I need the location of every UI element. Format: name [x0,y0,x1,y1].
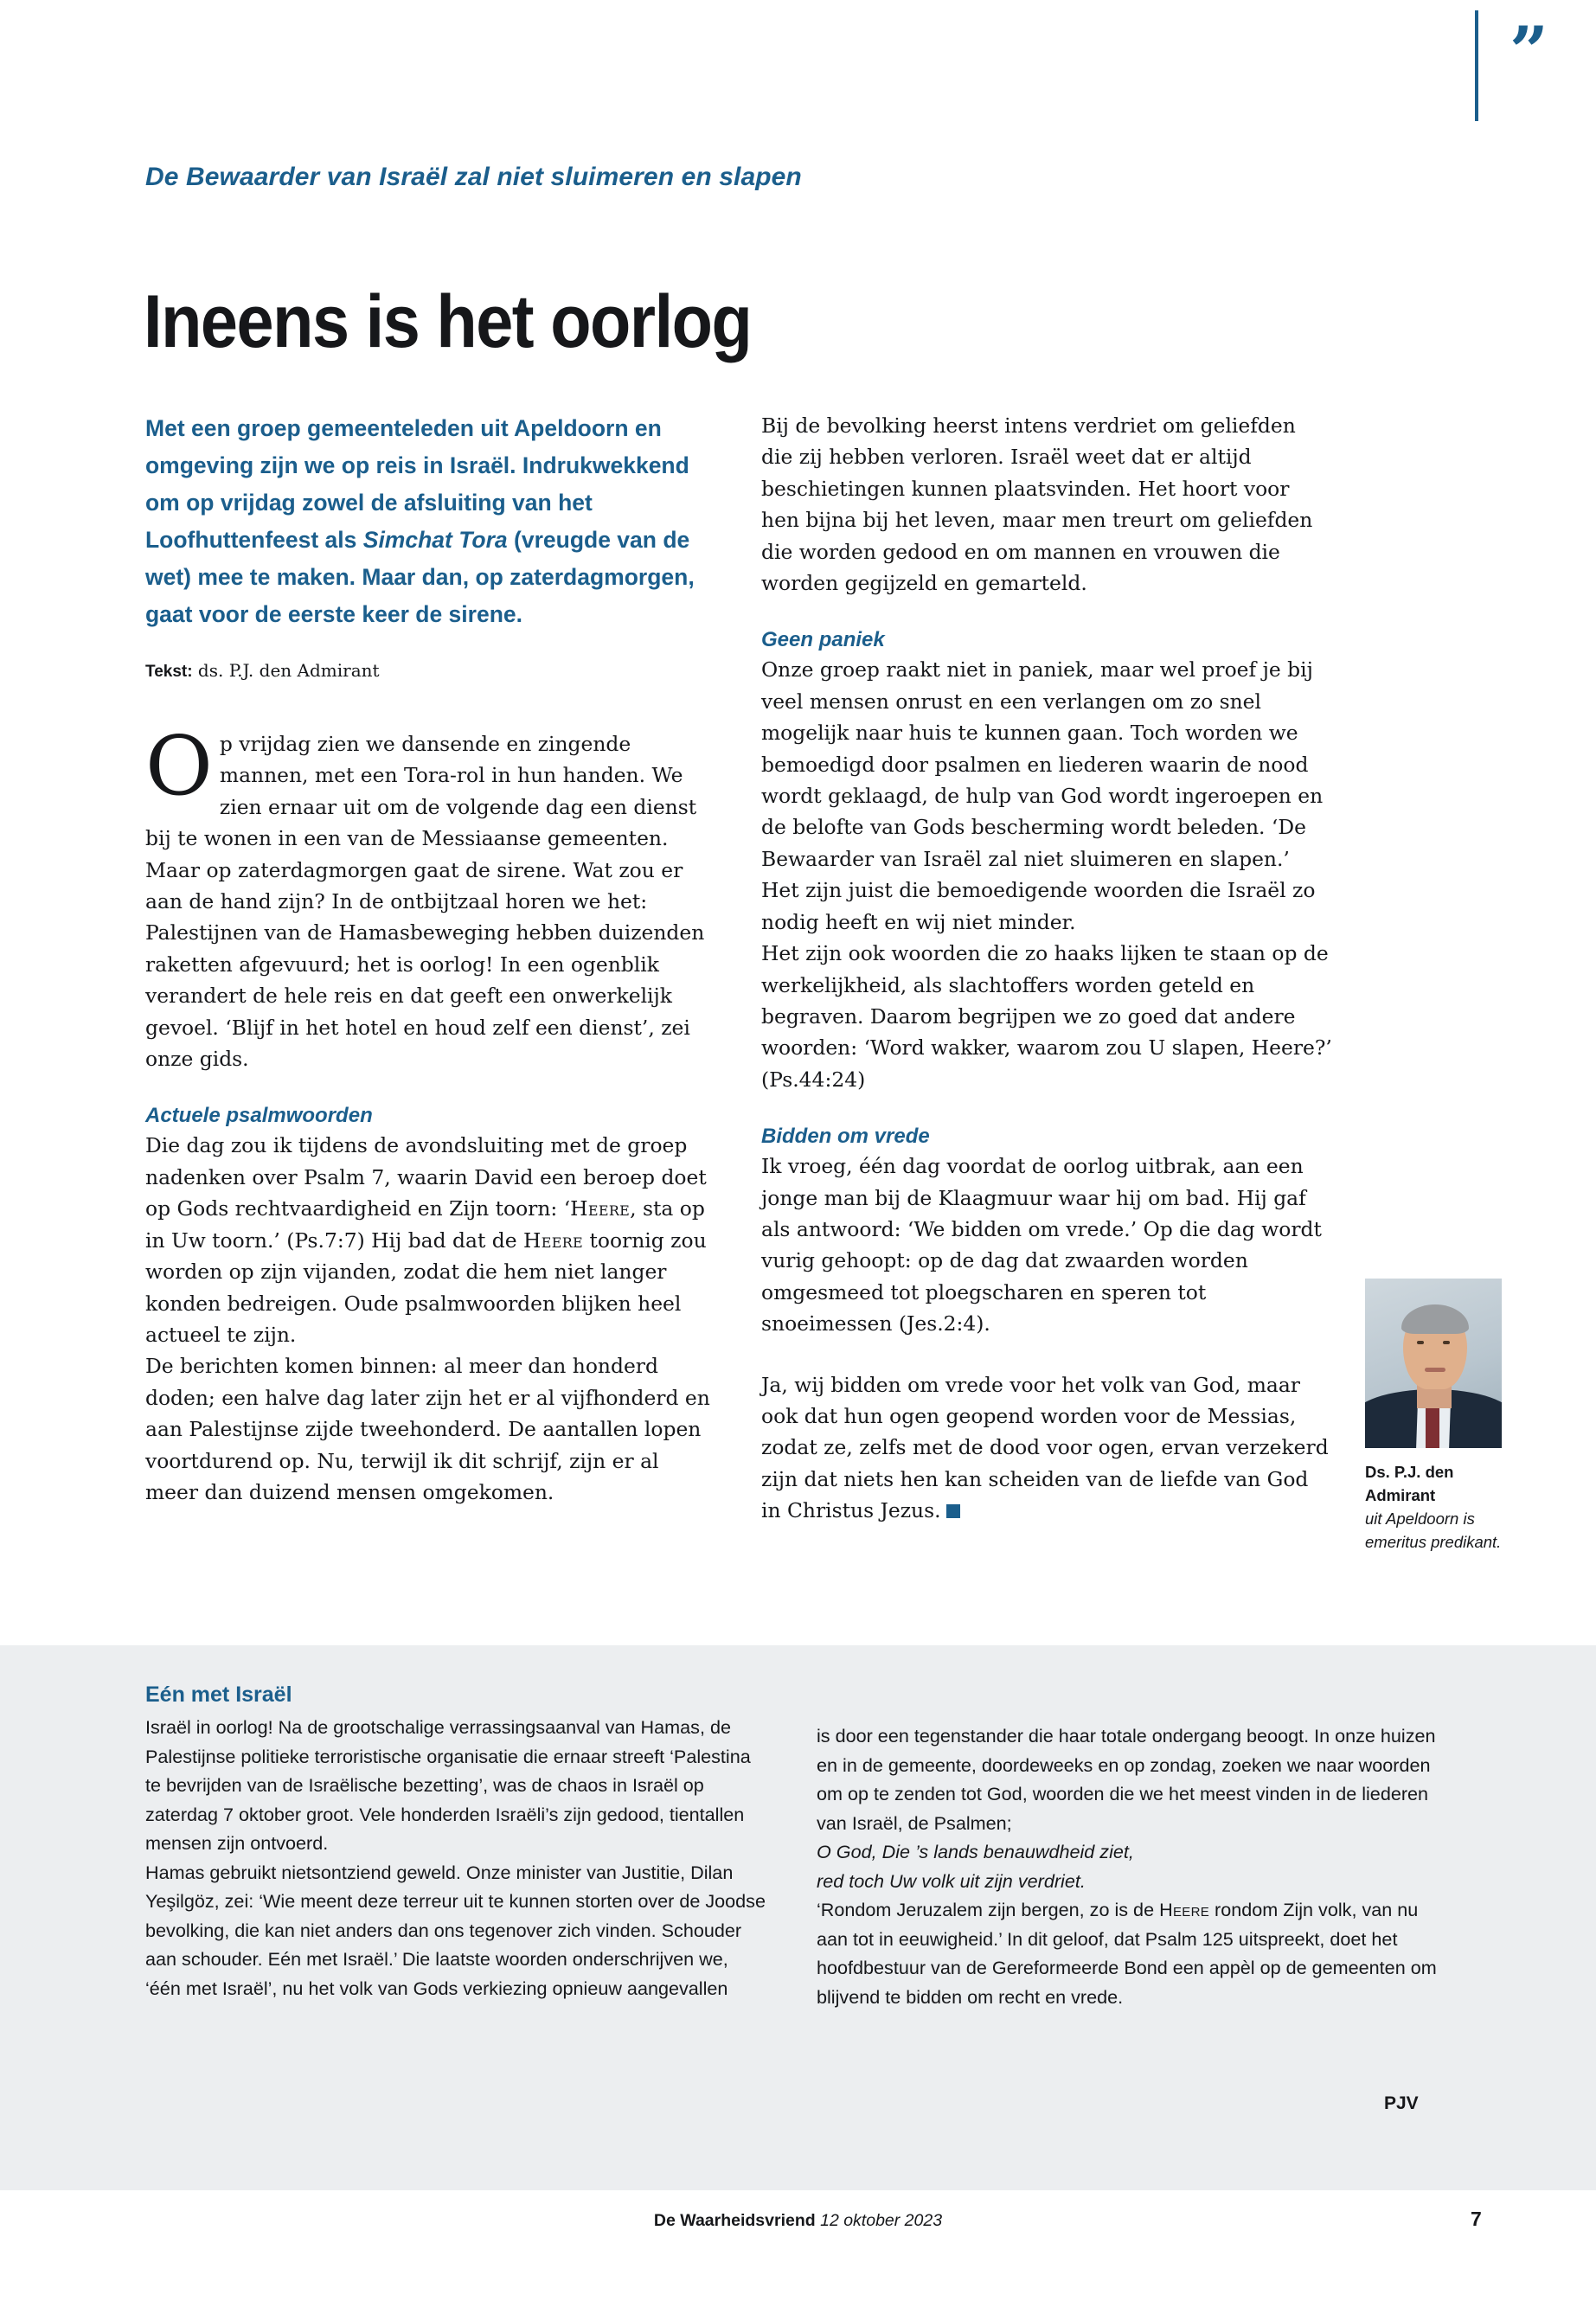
article-lead [145,410,716,633]
panel-verse-line-1: O God, Die ’s lands benauwdheid ziet, [817,1841,1134,1862]
column-left [145,410,716,1508]
paragraph-6: Het zijn ook woorden die zo haaks lijken te staan op de werkelijkheid, als slachtoffers worden geteld en begraven. Daarom begrijpen we zo goed dat andere woorden: ‘Word wakker, waarom zou U slapen, Heere?’ (Ps.44:24) [761,941,1332,1092]
paragraph-2-text-c: toornig zou worden op zijn vijanden, zodat die hem niet langer konden bedreigen. Oude psalmwoorden blijken heel actueel te zijn. [145,1227,707,1347]
author-caption [1365,1460,1510,1554]
subheading-bidden-om-vrede: Bidden om vrede [761,1125,930,1149]
paragraph-8-text: Ja, wij bidden om vrede voor het volk van God, maar ook dat hun ogen geopend worden voor de Messias, zodat ze, zelfs met de dood voor ogen, ervan verzekerd zijn dat niets hen kan scheiden van de liefde van God in Christus Jezus. [761,1372,1329,1523]
author-name: Ds. P.J. den Admirant [1365,1463,1454,1504]
author-block [1365,1279,1510,1554]
panel-paragraph-4-a: ‘Rondom Jeruzalem zijn bergen, zo is de [817,1899,1160,1920]
byline [145,659,716,683]
author-photo [1365,1279,1502,1448]
panel-paragraph-4-b: rondom Zijn volk, van nu aan tot in eeuwigheid.’ In dit geloof, dat Psalm 125 uitspreekt, doet het hoofdbestuur van de Gereformeerde Bond een appèl op de gemeenten om blijvend te bidden om recht en vrede. [817,1899,1437,2008]
paragraph-3: De berichten komen binnen: al meer dan honderd doden; een halve dag later zijn het er al vijfhonderd en aan Palestijnse zijde tweehonderd. De aantallen lopen voortdurend op. Nu, terwijl ik dit schrijf, zijn er al meer dan duizend mensen omgekomen. [145,1354,710,1504]
photo-eye-right [1443,1341,1450,1344]
paragraph-5: Onze groep raakt niet in paniek, maar wel proef je bij veel mensen onrust en een verlangen om zo snel mogelijk naar huis te kunnen gaan. Toch worden we bemoedigd door psalmen en liederen waarin de nood wordt geklaagd, de hulp van God wordt ingeroepen en de belofte van Gods bescherming wordt beleden. ‘De Bewaarder van Israël zal niet sluimeren en slapen.’ Het zijn juist die bemoedigende woorden die Israël zo nodig heeft en wij niet minder. [761,657,1324,934]
panel-verse-line-2: red toch Uw volk uit zijn verdriet. [817,1869,1086,1892]
end-of-article-marker [946,1504,960,1518]
small-caps-heere-3: Heere [1159,1899,1210,1920]
footer-date: 12 oktober 2023 [820,2211,943,2230]
panel-paragraph-2: Hamas gebruikt nietsontziend geweld. Onze minister van Justitie, Dilan Yeşilgöz, zei: ‘Wie meent deze terreur uit te kunnen storten over de Joodse bevolking, die kan niet anders dan ons tegenover zich vinden. Schouder aan schouder. Eén met Israël.’ Die laatste woorden onderschrijven we, ‘één met Israël’, nu het volk van Gods verkiezing opnieuw aangevallen [145,1861,766,1999]
panel-heading: Eén met Israël [145,1682,292,1707]
paragraph-2-text-b: , sta op in Uw toorn.’ (Ps.7:7) Hij bad dat de [145,1196,705,1253]
paragraph-2 [145,1130,716,1350]
quote-accent-rule [1475,10,1478,121]
paragraph-7: Ik vroeg, één dag voordat de oorlog uitbrak, aan een jonge man bij de Klaagmuur waar hij om bad. Hij gaf als antwoord: ‘We bidden om vrede.’ Op die dag wordt vurig gehoopt: op de dag dat zwaarden worden omgesmeed tot ploegscharen en speren tot snoeimessen (Jes.2:4). [761,1154,1322,1336]
panel-paragraph-1: Israël in oorlog! Na de grootschalige verrassingsaanval van Hamas, de Palestijnse politieke terroristische organisatie die ernaar streeft ‘Palestina te bevrijden van de Israëlische bezetting’, was de chaos in Israël op zaterdag 7 oktober groot. Vele honderden Israëli’s zijn gedood, tientallen mensen zijn ontvoerd. [145,1716,751,1854]
column-right [761,410,1332,1527]
byline-label: Tekst: [145,663,193,681]
panel-column-right [817,1721,1448,2011]
panel-paragraph-3: is door een tegenstander die haar totale ondergang beoogt. In onze huizen en in de gemeente, doordeweeks en op zondag, zoeken we naar woorden om op te zenden tot God, woorden die we het meest vinden in de liederen van Israël, de Psalmen; [817,1725,1436,1834]
author-role: uit Apeldoorn is emeritus predikant. [1365,1509,1502,1551]
byline-author: ds. P.J. den Admirant [197,660,380,681]
paragraph-8 [761,1369,1332,1527]
photo-eye-left [1417,1341,1424,1344]
page-number: 7 [1471,2208,1482,2230]
footer-publication: De Waarheidsvriend [653,2211,816,2230]
paragraph-1 [145,719,716,1074]
photo-mouth [1425,1368,1445,1372]
page-footer [0,2211,1596,2231]
lead-italic-title: Simchat Tora [362,527,508,553]
paragraph-4: Bij de bevolking heerst intens verdriet om geliefden die zij hebben verloren. Israël weet dat er altijd beschietingen kunnen plaatsvinden. Het hoort voor hen bijna bij het leven, maar men treurt om geliefden die worden gedood en om mannen en vrouwen die worden gegijzeld en gemarteld. [761,413,1313,596]
photo-tie [1426,1408,1439,1448]
drop-cap: O [145,719,213,814]
quotation-mark-icon: ” [1509,12,1548,91]
lead-part-2: (vreugde van de wet) mee te maken. Maar dan, op zaterdagmorgen, gaat voor de eerste keer de sirene. [145,527,695,627]
small-caps-heere-2: Heere [523,1227,584,1253]
panel-column-left [145,1682,768,2003]
subheading-actuele-psalmwoorden: Actuele psalmwoorden [145,1104,373,1128]
paragraph-1-text: p vrijdag zien we dansende en zingende mannen, met een Tora-rol in hun handen. We zien ernaar uit om de volgende dag een dienst bij te wonen in een van de Messiaanse gemeenten. Maar op zaterdagmorgen gaat de sirene. Wat zou er aan de hand zijn? In de ontbijtzaal horen we het: Palestijnen van de Hamasbeweging hebben duizenden raketten afgevuurd; het is oorlog! In een ogenblik verandert de hele reis en dat geeft een onwerkelijk gevoel. ‘Blijf in het hotel en houd zelf een dienst’, zei onze gids. [145,732,705,1072]
small-caps-heere-1: Heere [570,1196,631,1221]
paragraph-2-text-a: Die dag zou ik tijdens de avondsluiting met de groep nadenken over Psalm 7, waarin David een beroep doet op Gods rechtvaardigheid en Zijn toorn: ‘ [145,1133,707,1221]
article-kicker: De Bewaarder van Israël zal niet sluimeren en slapen [145,163,802,191]
panel-paragraph-4 [817,1895,1448,2011]
lead-part-1: Met een groep gemeenteleden uit Apeldoorn en omgeving zijn we op reis in Israël. Indrukwekkend om op vrijdag zowel de afsluiting van het Loofhuttenfeest als [145,415,689,553]
panel-author-initials: PJV [1384,2093,1419,2113]
subheading-geen-paniek: Geen paniek [761,628,885,652]
page-title: Ineens is het oorlog [144,279,752,363]
